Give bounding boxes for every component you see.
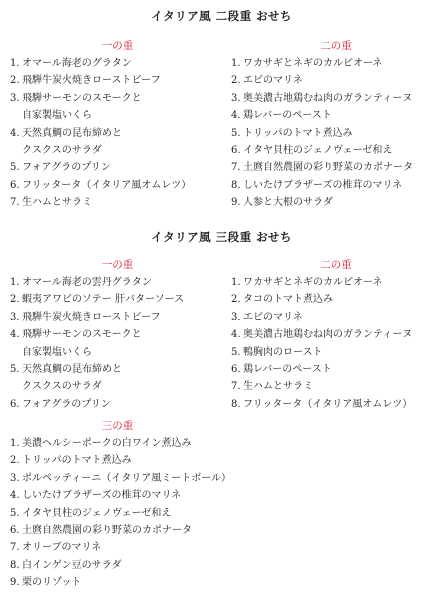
item-number: 5. (10, 162, 20, 174)
tier-title: 一の重 (101, 259, 134, 271)
item-number: 5. (10, 364, 20, 376)
item-number: 9. (231, 197, 241, 209)
list-item (10, 574, 225, 591)
item-number: 4. (10, 490, 20, 502)
list-item (10, 177, 225, 194)
item-number: 3. (10, 92, 20, 104)
item-number: 6. (231, 364, 241, 376)
tier-ni-no-ju (231, 257, 441, 413)
item-number: 4. (231, 329, 241, 341)
list-item (231, 55, 441, 72)
list-item (10, 159, 225, 176)
list-item (10, 326, 225, 361)
item-text: 奥美濃古地鶏むね肉のガランティーヌ (243, 329, 413, 341)
list-item (231, 326, 441, 343)
item-number: 2. (10, 455, 20, 467)
list-item (231, 177, 441, 194)
item-text: 土麿自然農園の彩り野菜のカポナータ (243, 162, 413, 174)
item-text: 白インゲン豆のサラダ (22, 559, 122, 571)
list-item (10, 557, 225, 574)
item-text: ワカサギとネギのカルピオーネ (243, 277, 383, 288)
tier-title: 二の重 (320, 259, 352, 271)
item-text: 人参と大根のサラダ (243, 197, 333, 209)
item-text: 鴨胸肉のロースト (243, 346, 323, 358)
item-text: タコのトマト煮込み (243, 294, 333, 306)
list-item (10, 194, 225, 211)
list-item (231, 159, 441, 176)
list-item (10, 539, 225, 556)
item-text: エビのマリネ (243, 311, 303, 323)
tier-ichi-no-ju (10, 38, 225, 212)
list-item (10, 72, 225, 89)
item-number: 1. (10, 277, 20, 288)
item-number: 2. (231, 294, 241, 306)
tier-san-no-ju (10, 418, 231, 592)
list-item (231, 142, 441, 159)
list-item (231, 396, 441, 413)
menu-title-sandanju: イタリア風 三段重 おせち (151, 230, 292, 244)
item-text: 美濃ヘルシーポークの白ワイン煮込み (22, 438, 192, 449)
item-text: フリッタータ（イタリア風オムレツ） (22, 179, 192, 191)
list-item (231, 378, 441, 395)
item-text: フリッタータ（イタリア風オムレツ） (243, 398, 413, 410)
item-list (10, 55, 225, 212)
item-text: ポルペッティーニ（イタリア風ミートボール） (22, 472, 231, 484)
item-text: 天然真鯛の昆布締めと クスクスのサラダ (22, 364, 122, 393)
list-item (231, 361, 441, 378)
item-number: 9. (10, 577, 20, 589)
list-item (10, 505, 225, 522)
item-number: 2. (231, 75, 241, 87)
item-text: フォアグラのプリン (22, 398, 111, 410)
item-number: 7. (231, 162, 241, 174)
item-text: イタヤ貝柱のジェノヴェーゼ和え (243, 145, 393, 157)
list-item (231, 125, 441, 142)
item-text: オマール海老の雲丹グラタン (22, 277, 152, 288)
list-item (231, 291, 441, 308)
item-number: 1. (10, 438, 20, 449)
tier-ichi-no-ju (10, 257, 225, 413)
item-text: フォアグラのプリン (22, 162, 111, 174)
item-number: 3. (231, 92, 241, 104)
item-text: 飛騨牛炭火焼きローストビーフ (22, 75, 161, 87)
list-item (10, 125, 225, 160)
item-list (10, 435, 231, 592)
item-text: 飛騨サーモンのスモークと 自家製塩いくら (22, 329, 142, 358)
item-number: 5. (10, 507, 20, 519)
item-number: 7. (10, 542, 20, 554)
tier-title: 二の重 (320, 40, 352, 52)
item-text: しいたけブラザーズの椎茸のマリネ (22, 490, 182, 502)
item-number: 4. (231, 110, 241, 122)
item-list (10, 274, 225, 413)
tier-title: 一の重 (101, 40, 134, 52)
item-text: イタヤ貝柱のジェノヴェーゼ和え (22, 507, 172, 519)
item-number: 1. (10, 58, 20, 69)
item-number: 7. (231, 381, 241, 393)
item-number: 6. (10, 179, 20, 191)
list-item (231, 194, 441, 211)
tier-title: 三の重 (101, 420, 134, 432)
list-item (10, 452, 225, 469)
item-number: 1. (231, 277, 241, 288)
item-number: 7. (10, 197, 20, 209)
item-text: トリッパのトマト煮込み (243, 127, 353, 139)
item-number: 5. (231, 127, 241, 139)
item-number: 6. (10, 525, 20, 537)
item-number: 6. (10, 398, 20, 410)
item-number: 4. (10, 329, 20, 341)
list-item (231, 107, 441, 124)
item-text: 生ハムとサラミ (22, 197, 92, 209)
item-number: 3. (231, 311, 241, 323)
item-number: 6. (231, 145, 241, 157)
list-item (10, 435, 225, 452)
item-list (231, 274, 441, 413)
list-item (231, 344, 441, 361)
list-item (231, 90, 441, 107)
item-list (231, 55, 441, 212)
item-number: 1. (231, 58, 241, 69)
item-text: しいたけブラザーズの椎茸のマリネ (243, 179, 403, 191)
item-text: オリーブのマリネ (22, 542, 102, 554)
list-item (231, 309, 441, 326)
tier-ni-no-ju (231, 38, 441, 212)
list-item (10, 90, 225, 125)
item-text: ワカサギとネギのカルピオーネ (243, 58, 383, 69)
item-number: 3. (10, 311, 20, 323)
item-number: 4. (10, 127, 20, 139)
item-text: 鶏レバーのペースト (243, 364, 332, 376)
list-item (10, 487, 225, 504)
item-text: 土麿自然農園の彩り野菜のカポナータ (22, 525, 192, 537)
item-number: 2. (10, 75, 20, 87)
list-item (10, 361, 225, 396)
item-text: 生ハムとサラミ (243, 381, 313, 393)
list-item (231, 274, 441, 291)
item-text: 蝦夷アワビのソテー 肝バターソース (22, 294, 185, 306)
list-item (10, 274, 225, 291)
item-number: 8. (231, 179, 241, 191)
item-text: エビのマリネ (243, 75, 303, 87)
list-item (10, 470, 231, 487)
item-text: 奥美濃古地鶏むね肉のガランティーヌ (243, 92, 413, 104)
item-number: 8. (231, 398, 241, 410)
item-number: 3. (10, 472, 20, 484)
list-item (10, 55, 225, 72)
item-text: 飛騨牛炭火焼きローストビーフ (22, 311, 161, 323)
item-number: 8. (10, 559, 20, 571)
list-item (10, 291, 225, 308)
list-item (231, 72, 441, 89)
item-number: 2. (10, 294, 20, 306)
item-text: 飛騨サーモンのスモークと 自家製塩いくら (22, 92, 142, 122)
list-item (10, 309, 225, 326)
list-item (10, 396, 225, 413)
item-text: 天然真鯛の昆布締めと クスクスのサラダ (22, 127, 122, 157)
item-text: 栗のリゾット (22, 577, 82, 589)
item-text: トリッパのトマト煮込み (22, 455, 132, 467)
item-text: 鶏レバーのペースト (243, 110, 332, 122)
list-item (10, 522, 225, 539)
menu-title-nidanju: イタリア風 二段重 おせち (151, 9, 292, 23)
item-text: オマール海老のグラタン (22, 58, 132, 69)
item-number: 5. (231, 346, 241, 358)
